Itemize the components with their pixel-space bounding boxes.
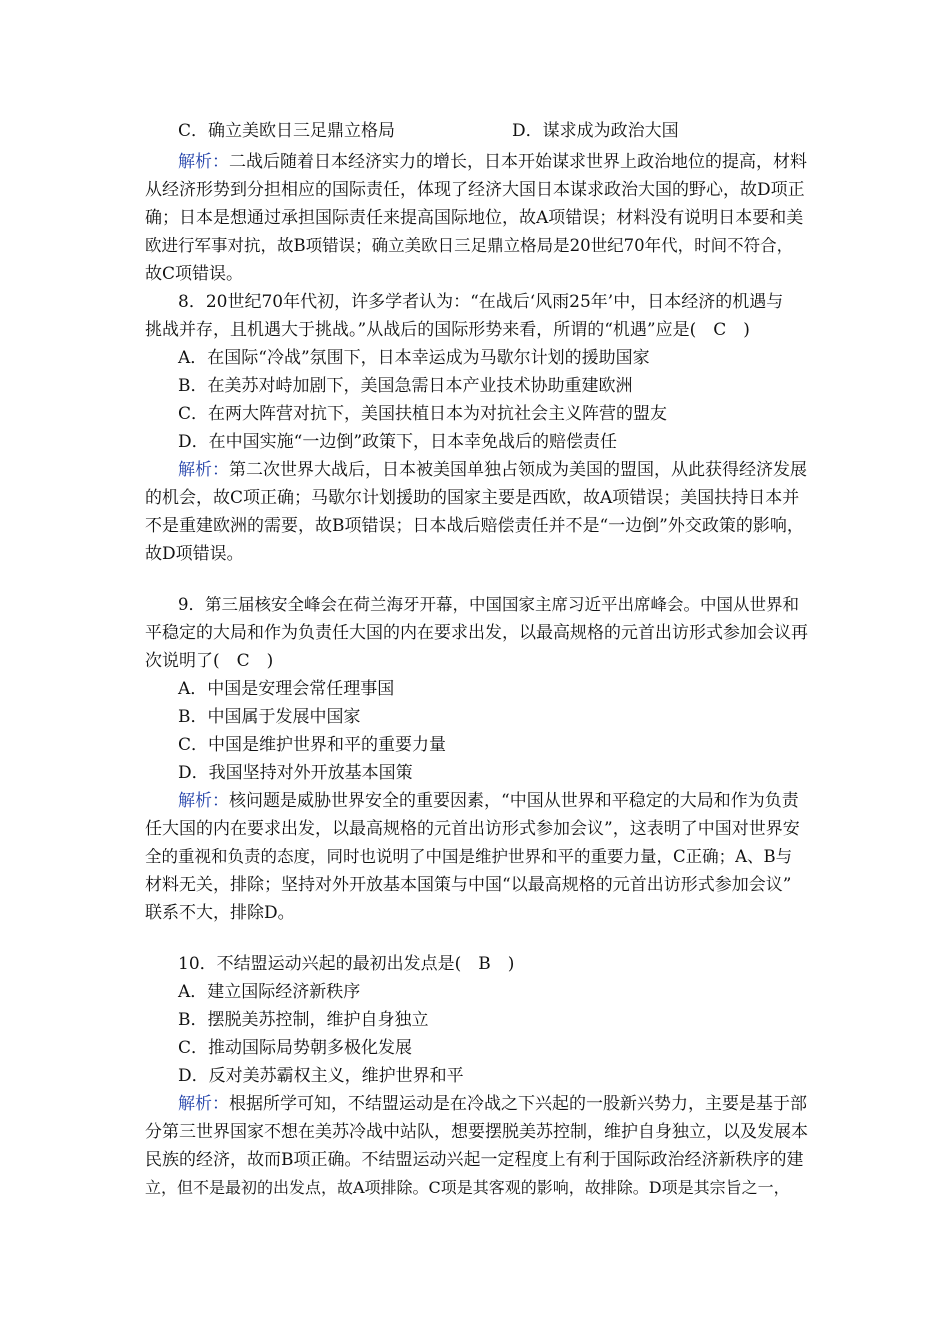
q9-analysis-line-3: 全的重视和负责的态度，同时也说明了中国是维护世界和平的重要力量，C正确；A、B与 [145, 847, 793, 866]
q8-stem-line-1: 8．20世纪70年代初，许多学者认为：“在战后‘风雨25年’中，日本经济的机遇与 [178, 292, 784, 312]
q8-stem-line-2: 挑战并存，且机遇大于挑战。”从战后的国际形势来看，所谓的“机遇”应是( C ) [145, 320, 750, 340]
q10-option-b: B．摆脱美苏控制，维护自身独立 [178, 1010, 429, 1030]
q8-option-d: D．在中国实施“一边倒”政策下，日本幸免战后的赔偿责任 [178, 432, 618, 452]
q8-option-b: B．在美苏对峙加剧下，美国急需日本产业技术协助重建欧洲 [178, 376, 633, 396]
analysis-label: 解析： [178, 460, 229, 480]
q9-option-c: C．中国是维护世界和平的重要力量 [178, 735, 447, 755]
q7-analysis-line-4: 欧进行军事对抗，故B项错误；确立美欧日三足鼎立格局是20世纪70年代，时间不符合， [145, 236, 794, 255]
q8-option-c: C．在两大阵营对抗下，美国扶植日本为对抗社会主义阵营的盟友 [178, 404, 668, 424]
analysis-label: 解析： [178, 791, 229, 811]
q10-option-a: A．建立国际经济新秩序 [178, 982, 361, 1002]
q8-option-a: A．在国际“冷战”氛围下，日本幸运成为马歇尔计划的援助国家 [178, 348, 650, 368]
q10-analysis-line-3: 民族的经济，故而B项正确。不结盟运动兴起一定程度上有利于国际政治经济新秩序的建 [145, 1150, 804, 1170]
q9-analysis-line-2: 任大国的内在要求出发，以最高规格的元首出访形式参加会议”，这表明了中国对世界安 [145, 819, 800, 839]
q9-stem-line-2: 平稳定的大局和作为负责任大国的内在要求出发，以最高规格的元首出访形式参加会议再 [145, 623, 808, 643]
q10-option-c: C．推动国际局势朝多极化发展 [178, 1038, 413, 1058]
q7-analysis-line-1: 解析：二战后随着日本经济实力的增长，日本开始谋求世界上政治地位的提高，材料 [178, 152, 807, 172]
q7-analysis-line-2: 从经济形势到分担相应的国际责任，体现了经济大国日本谋求政治大国的野心，故D项正 [145, 180, 805, 200]
q9-option-d: D．我国坚持对外开放基本国策 [178, 763, 413, 783]
q9-analysis-line-5: 联系不大，排除D。 [145, 903, 295, 923]
q9-option-b: B．中国属于发展中国家 [178, 707, 361, 727]
q10-option-d: D．反对美苏霸权主义，维护世界和平 [178, 1066, 464, 1086]
q8-analysis-line-2: 的机会，故C项正确；马歇尔计划援助的国家主要是西欧，故A项错误；美国扶持日本并 [145, 488, 800, 508]
q7-option-c: C．确立美欧日三足鼎立格局 [178, 121, 396, 141]
q9-analysis-line-1: 解析：核问题是威胁世界安全的重要因素，“中国从世界和平稳定的大局和作为负责 [178, 791, 799, 811]
q9-stem-line-1: 9．第三届核安全峰会在荷兰海牙开幕，中国国家主席习近平出席峰会。中国从世界和 [178, 595, 799, 614]
q8-analysis-line-3: 不是重建欧洲的需要，故B项错误；日本战后赔偿责任并不是“一边倒”外交政策的影响， [145, 516, 804, 536]
q10-analysis-line-1: 解析：根据所学可知，不结盟运动是在冷战之下兴起的一股新兴势力，主要是基于部 [178, 1094, 807, 1114]
q9-analysis-line-4: 材料无关，排除；坚持对外开放基本国策与中国“以最高规格的元首出访形式参加会议” [145, 875, 792, 895]
q10-stem-line-1: 10．不结盟运动兴起的最初出发点是( B ) [178, 954, 515, 974]
q10-analysis-line-4: 立，但不是最初的出发点，故A项排除。C项是其客观的影响，故排除。D项是其宗旨之一， [145, 1178, 790, 1197]
q8-analysis-line-4: 故D项错误。 [145, 544, 244, 564]
q8-analysis-line-1: 解析：第二次世界大战后，日本被美国单独占领成为美国的盟国，从此获得经济发展 [178, 460, 807, 480]
analysis-label: 解析： [178, 152, 229, 172]
q9-option-a: A．中国是安理会常任理事国 [178, 679, 395, 699]
q9-stem-line-3: 次说明了( C ) [145, 651, 274, 671]
q7-option-d: D．谋求成为政治大国 [512, 121, 679, 141]
q7-analysis-line-3: 确；日本是想通过承担国际责任来提高国际地位，故A项错误；材料没有说明日本要和美 [145, 208, 804, 228]
q7-analysis-line-5: 故C项错误。 [145, 264, 244, 284]
analysis-label: 解析： [178, 1094, 229, 1114]
q10-analysis-line-2: 分第三世界国家不想在美苏冷战中站队，想要摆脱美苏控制，维护自身独立，以及发展本 [145, 1122, 808, 1142]
